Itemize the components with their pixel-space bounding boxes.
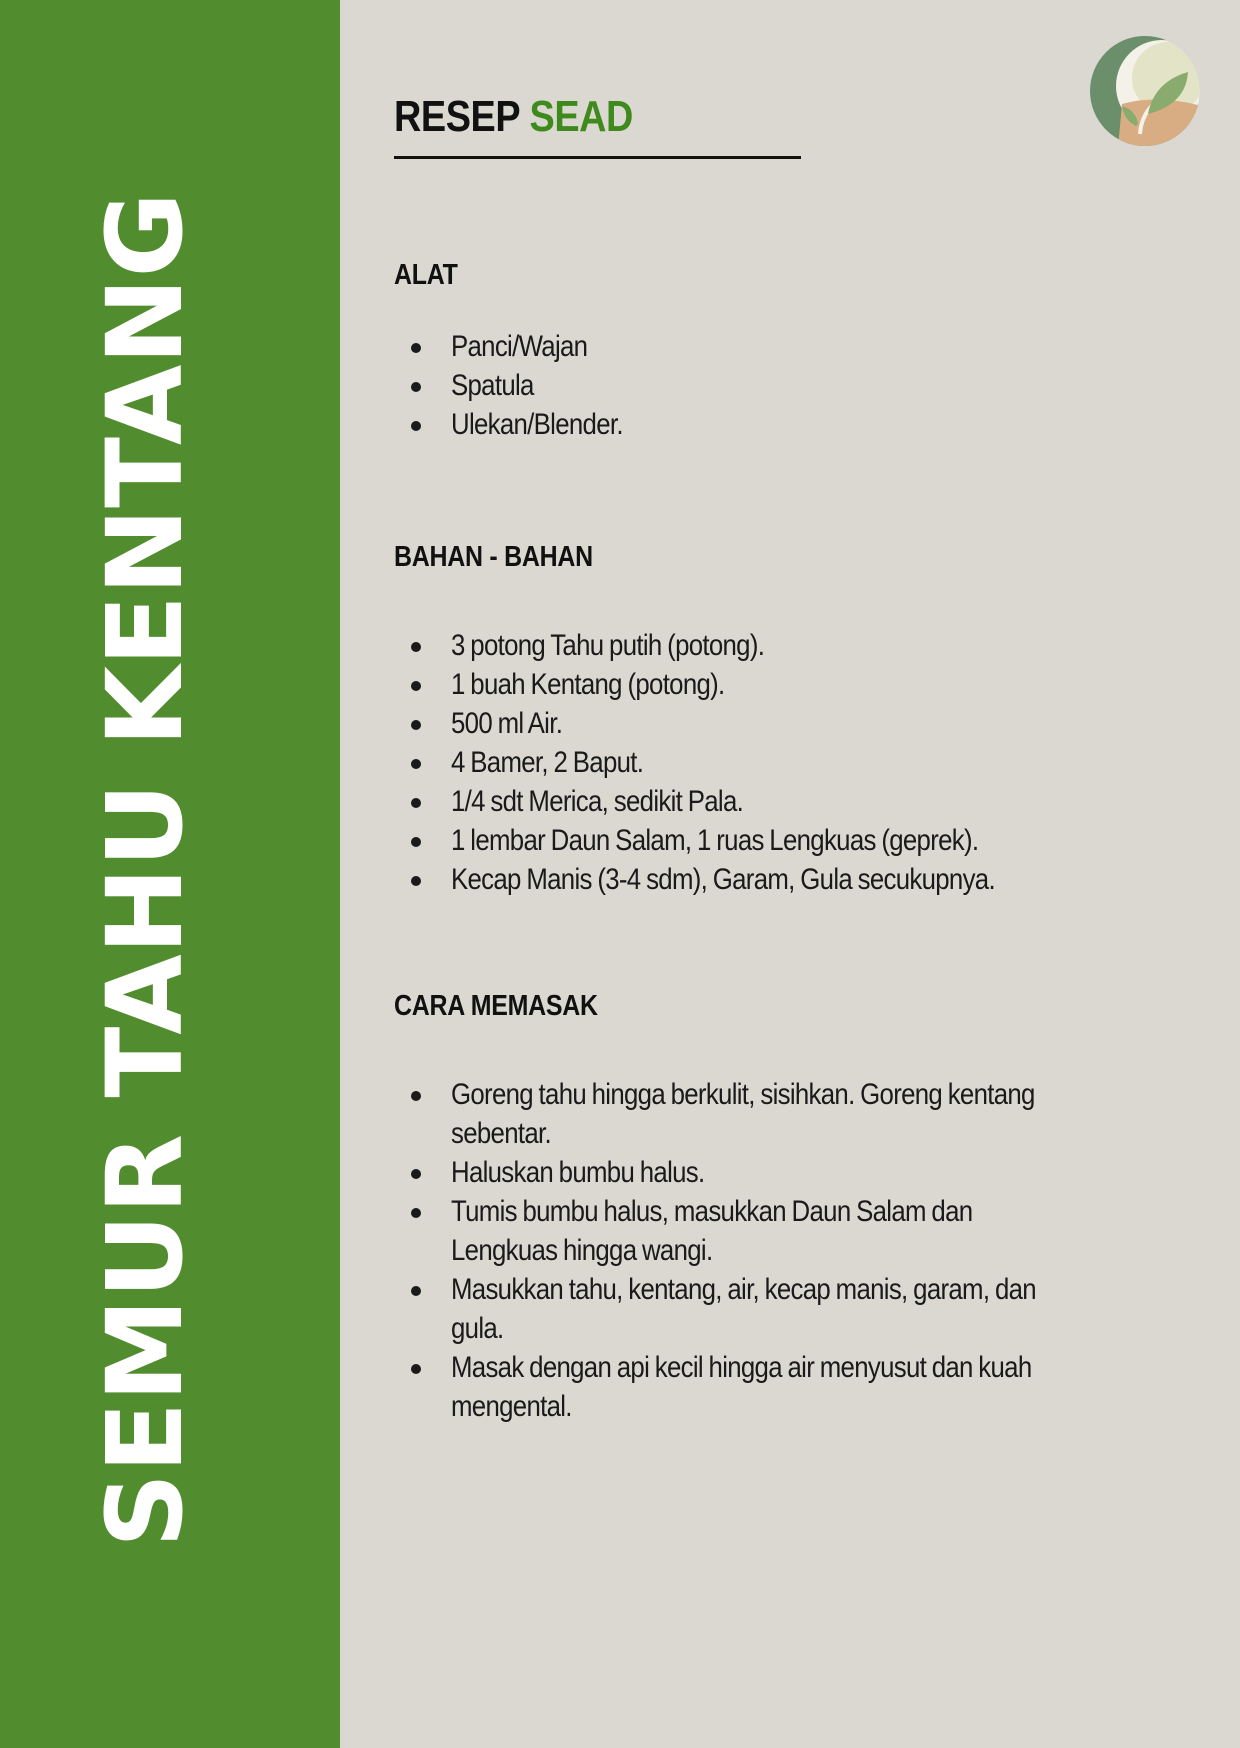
recipe-title-vertical: SEMUR TAHU KENTANG <box>84 192 206 1548</box>
list-item: Goreng tahu hingga berkulit, sisihkan. Goreng kentang sebentar. <box>394 1075 1054 1153</box>
section-cara <box>394 990 1094 1426</box>
header-sead: SEAD <box>529 92 633 141</box>
section-alat <box>394 259 1094 444</box>
list-item: 1 buah Kentang (potong). <box>394 665 1094 704</box>
list-item: Masak dengan api kecil hingga air menyusut dan kuah mengental. <box>394 1348 1054 1426</box>
bahan-list <box>394 626 1094 899</box>
sidebar-panel <box>0 0 340 1748</box>
list-item: Ulekan/Blender. <box>394 405 1094 444</box>
list-item: 1/4 sdt Merica, sedikit Pala. <box>394 782 1094 821</box>
list-item: Panci/Wajan <box>394 327 1094 366</box>
list-item: Masukkan tahu, kentang, air, kecap manis, garam, dan gula. <box>394 1270 1054 1348</box>
list-item: 1 lembar Daun Salam, 1 ruas Lengkuas (geprek). <box>394 821 1094 860</box>
list-item: 500 ml Air. <box>394 704 1094 743</box>
brand-header <box>394 92 633 142</box>
leaf-logo-icon <box>1088 34 1202 148</box>
list-item: 3 potong Tahu putih (potong). <box>394 626 1094 665</box>
header-divider <box>394 156 801 159</box>
header-resep: RESEP <box>394 92 520 141</box>
cara-list <box>394 1075 1054 1426</box>
alat-list <box>394 327 1094 444</box>
section-bahan <box>394 541 1094 899</box>
section-title-bahan: BAHAN - BAHAN <box>394 541 593 573</box>
list-item: Spatula <box>394 366 1094 405</box>
section-title-alat: ALAT <box>394 259 458 291</box>
list-item: Haluskan bumbu halus. <box>394 1153 1054 1192</box>
list-item: Kecap Manis (3-4 sdm), Garam, Gula secukupnya. <box>394 860 1094 899</box>
section-title-cara: CARA MEMASAK <box>394 990 598 1022</box>
list-item: Tumis bumbu halus, masukkan Daun Salam dan Lengkuas hingga wangi. <box>394 1192 1054 1270</box>
list-item: 4 Bamer, 2 Baput. <box>394 743 1094 782</box>
